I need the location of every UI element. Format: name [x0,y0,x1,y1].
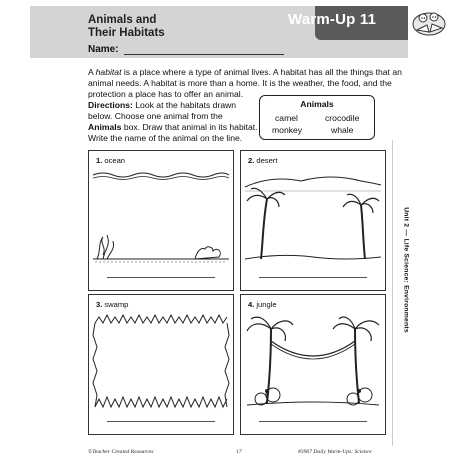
panel-swamp-answer-line[interactable] [107,421,215,422]
animals-box [259,95,375,140]
panel-desert-answer-line[interactable] [259,277,367,278]
topic-title-line2: Their Habitats [88,27,165,39]
unit-side-label [392,170,420,370]
animals-word: Animals [88,122,122,132]
kids-reading-icon [412,8,446,36]
warmup-title: Warm-Up 11 [288,11,377,28]
panel-jungle-number: 4. [248,300,255,309]
panel-jungle[interactable] [240,294,386,435]
margin-rule [392,140,393,446]
animal-crocodile: crocodile [325,113,360,123]
panel-desert[interactable] [240,150,386,291]
directions-text-1: Look at the habitats drawn below. Choose one animal from the [88,100,237,121]
panel-desert-number: 2. [248,156,255,165]
name-line[interactable] [124,54,284,55]
panel-ocean-number: 1. [96,156,103,165]
panel-ocean[interactable] [88,150,234,291]
directions-label: Directions: [88,100,133,110]
footer-book-title: #3967 Daily Warm-Ups: Science [298,449,372,455]
intro-pre: A [88,67,96,77]
ocean-scene [89,151,233,290]
animal-whale: whale [331,125,354,135]
panel-jungle-answer-line[interactable] [259,421,367,422]
panel-swamp-name: swamp [104,300,129,309]
animals-box-title: Animals [300,99,334,109]
habitat-word: habitat [95,67,122,77]
panel-jungle-name: jungle [256,300,277,309]
footer-publisher: ©Teacher Created Resources [88,449,154,455]
topic-title [88,14,165,40]
name-label: Name: [88,44,119,55]
animal-monkey: monkey [272,125,303,135]
unit-side-label-text: Unit 2 — Life Science: Environments [402,207,410,333]
directions-text-2: box. Draw that animal in its habitat. Write the name of the animal on the line. [88,122,258,143]
panel-ocean-name: ocean [104,156,126,165]
directions-paragraph [88,100,258,144]
jungle-scene [241,295,385,434]
swamp-scene [89,295,233,434]
panel-ocean-answer-line[interactable] [107,277,215,278]
animal-camel: camel [275,113,298,123]
intro-post: is a place where a type of animal lives. A habitat has all the things that an animal needs. A habitat is more than a home. It is the weather, the food, and the protection a place has to offer an animal. [88,67,402,99]
panel-desert-name: desert [256,156,278,165]
panel-swamp[interactable] [88,294,234,435]
desert-scene [241,151,385,290]
footer-page-number: 17 [236,449,242,455]
panel-swamp-number: 3. [96,300,103,309]
topic-title-line1: Animals and [88,14,157,26]
